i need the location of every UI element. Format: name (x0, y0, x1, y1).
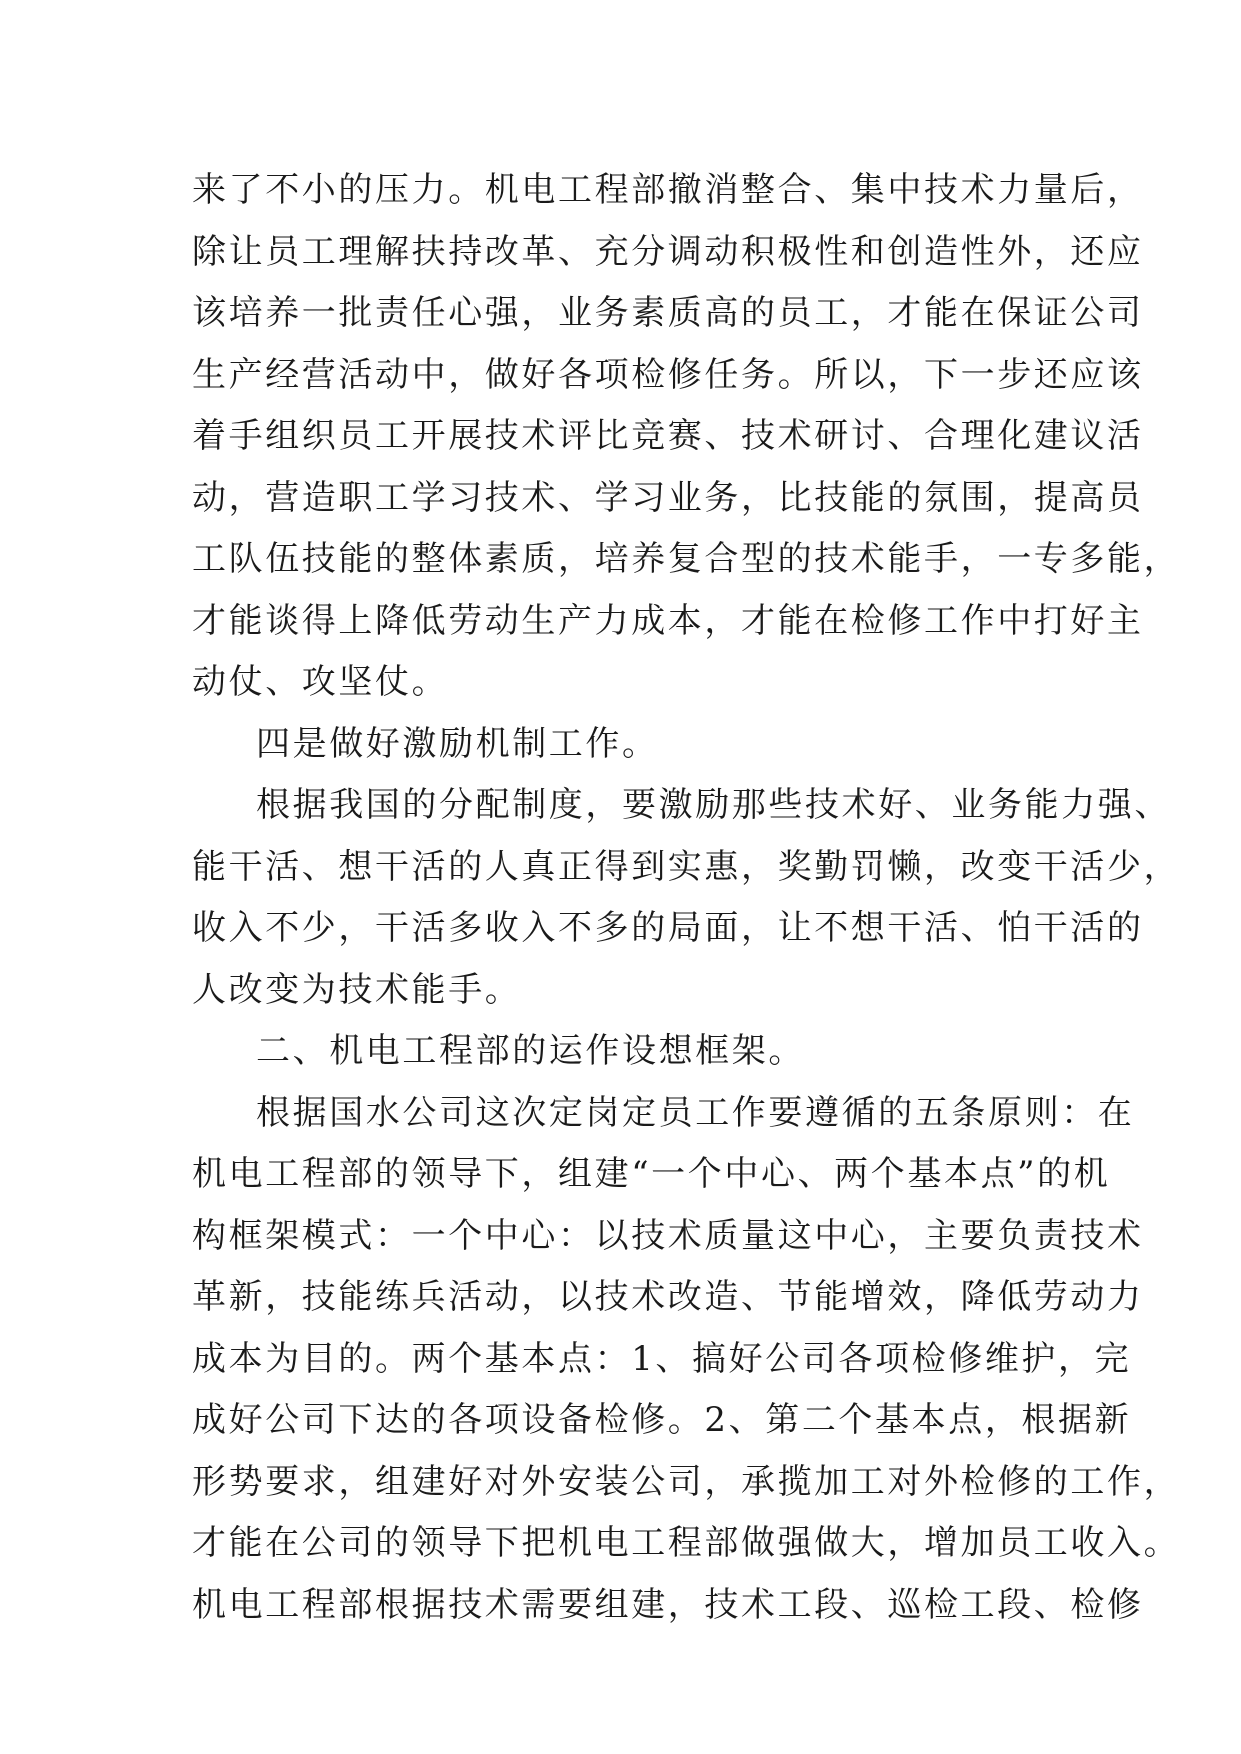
text-line: 革新，技能练兵活动，以技术改造、节能增效，降低劳动力 (192, 1277, 1144, 1317)
text-line: 该培养一批责任心强，业务素质高的员工，才能在保证公司 (192, 293, 1144, 333)
text-line: 工队伍技能的整体素质，培养复合型的技术能手，一专多能， (192, 539, 1181, 579)
text-line: 着手组织员工开展技术评比竞赛、技术研讨、合理化建议活 (192, 416, 1144, 456)
text-line: 才能谈得上降低劳动生产力成本，才能在检修工作中打好主 (192, 600, 1144, 641)
text-line: 机电工程部的领导下，组建“一个中心、两个基本点”的机 (192, 1154, 1111, 1194)
text-line: 人改变为技术能手。 (192, 969, 522, 1010)
body-text (192, 160, 1181, 1636)
text-line: 成好公司下达的各项设备检修。2、第二个基本点，根据新 (192, 1400, 1132, 1440)
text-line: 构框架模式：一个中心：以技术质量这中心，主要负责技术 (192, 1215, 1144, 1256)
section-heading: 四是做好激励机制工作。 (256, 723, 659, 764)
text-line: 动，营造职工学习技术、学习业务，比技能的氛围，提高员 (192, 477, 1144, 518)
text-line: 除让员工理解扶持改革、充分调动积极性和创造性外，还应 (192, 231, 1144, 272)
paragraph-start-line: 根据国水公司这次定岗定员工作要遵循的五条原则：在 (256, 1092, 1135, 1133)
text-line: 机电工程部根据技术需要组建，技术工段、巡检工段、检修 (192, 1584, 1144, 1625)
paragraph-start-line: 根据我国的分配制度，要激励那些技术好、业务能力强、 (256, 785, 1171, 825)
section-heading: 二、机电工程部的运作设想框架。 (256, 1031, 805, 1071)
text-line: 才能在公司的领导下把机电工程部做强做大，增加员工收入。 (192, 1523, 1181, 1563)
text-line: 生产经营活动中，做好各项检修任务。所以，下一步还应该 (192, 354, 1144, 395)
text-line: 成本为目的。两个基本点：1、搞好公司各项检修维护，完 (192, 1338, 1132, 1379)
text-line: 来了不小的压力。机电工程部撤消整合、集中技术力量后， (192, 170, 1144, 210)
text-line: 形势要求，组建好对外安装公司，承揽加工对外检修的工作， (192, 1461, 1181, 1502)
text-line: 能干活、想干活的人真正得到实惠，奖勤罚懒，改变干活少， (192, 846, 1181, 887)
text-line: 动仗、攻坚仗。 (192, 662, 449, 702)
text-line: 收入不少，干活多收入不多的局面，让不想干活、怕干活的 (192, 908, 1144, 948)
